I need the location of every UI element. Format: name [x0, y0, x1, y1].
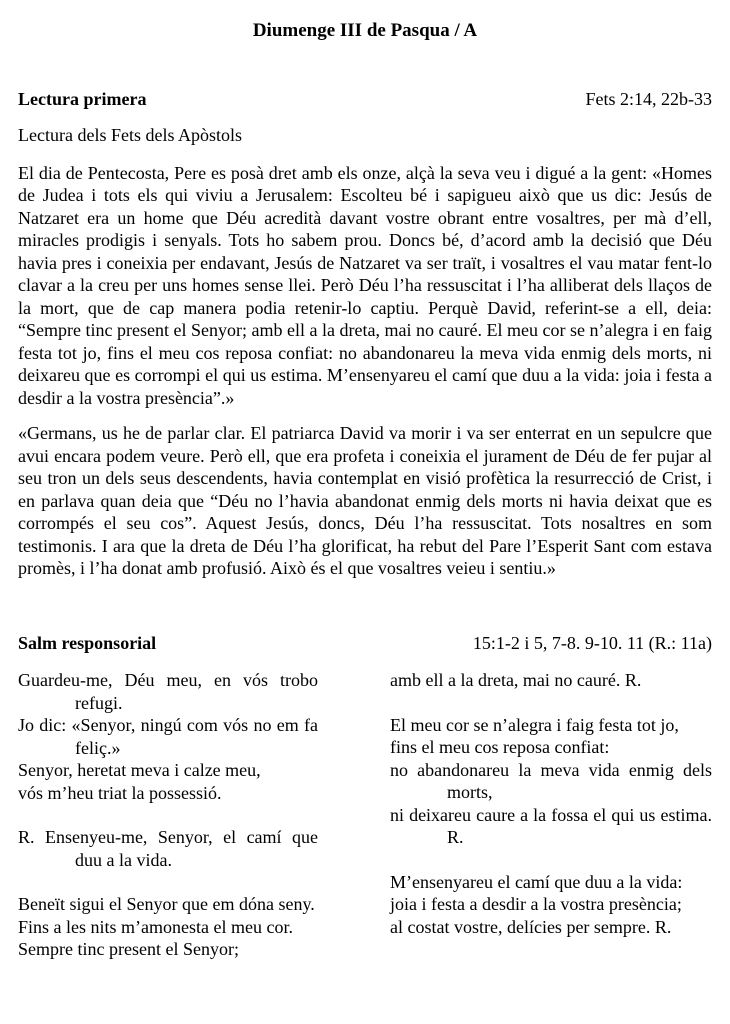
psalm-verse-line: Guardeu-me, Déu meu, en vós trobo refugi.: [18, 670, 318, 713]
first-reading-reference: Fets 2:14, 22b-33: [585, 88, 712, 109]
psalm-stanza: [18, 893, 318, 961]
psalm-verse-line: Sempre tinc present el Senyor;: [18, 939, 239, 959]
psalm-heading-row: [18, 632, 712, 655]
psalm-verse-line: El meu cor se n’alegra i faig festa tot jo,: [390, 714, 679, 735]
psalm-verse-line: Jo dic: «Senyor, ningú com vós no em fa feliç.»: [18, 715, 318, 758]
first-reading-source-line: Lectura dels Fets dels Apòstols: [18, 125, 242, 145]
first-reading-heading: Lectura primera: [18, 88, 147, 109]
psalm-verse-line: Beneït sigui el Senyor que em dóna seny.: [18, 894, 315, 914]
psalm-stanza: [18, 669, 318, 804]
psalm-verse-line: joia i festa a desdir a la vostra presència;: [390, 894, 682, 914]
psalm-verse-line: vós m’heu triat la possessió.: [18, 782, 222, 803]
psalm-section: [18, 632, 712, 961]
psalm-left-column: [18, 669, 318, 961]
page-title: Diumenge III de Pasqua / A: [252, 20, 478, 41]
psalm-heading: Salm responsorial: [18, 632, 157, 653]
psalm-verse-line: no abandonareu la meva vida enmig dels morts,: [390, 759, 712, 802]
reading-paragraph-1: El dia de Pentecosta, Pere es posà dret amb els onze, alçà la seva veu i digué a la gent: «Homes de Judea i tots els qui viviu a Jerusalem: Escolteu bé i sapigueu això que us dic: Jesús de Natzaret era un home que Déu acredità davant vostre obrant entre vosaltres, per mà d’ell, miracles prodigis i senyals. Tots ho sabem prou. Doncs bé, d’acord amb la decisió que Déu havia pres i coneixia per endavant, Jesús de Natzaret va ser traït, i vosaltres el vau matar fent-lo clavar a la creu per uns homes sense llei. Però Déu l’ha ressuscitat i l’ha alliberat dels llaços de la mort, que de cap manera podia retenir-lo captiu. Perquè David, referint-se a ell, deia: “Sempre tinc present el Senyor; amb ell a la dreta, mai no cauré. El meu cor se n’alegra i en faig festa tot jo, fins el meu cos reposa confiat: no abandonareu la meva vida enmig dels morts, ni deixareu que es corrompi el qui us estima. M’ensenyareu el camí que duu a la vida: joia i festa a desdir a la vostra presència”.»: [18, 162, 712, 408]
psalm-stanza: [390, 669, 712, 692]
psalm-verse-line: fins el meu cos reposa confiat:: [390, 737, 610, 757]
reading-paragraph-2: «Germans, us he de parlar clar. El patriarca David va morir i va ser enterrat en un sepulcre que avui encara podem veure. Però ell, que era profeta i coneixia el jurament de Déu de fer pujar al seu tron un dels seus descendents, havia contemplat en visió profètica la resurrecció de Crist, i en parlava quan deia que “Déu no l’havia abandonat enmig dels morts ni havia deixat que es corrompés el seu cos”. Aquest Jesús, doncs, Déu l’ha ressuscitat. Tots nosaltres en som testimonis. I ara que la dreta de Déu l’ha glorificat, ha rebut del Pare l’Esperit Sant com estava promès, i l’ha donat amb profusió. Això és el que vosaltres veieu i sentiu.»: [18, 423, 712, 578]
psalm-stanza: [390, 871, 712, 939]
first-reading-section: [18, 88, 712, 580]
psalm-verse-line: M’ensenyareu el camí que duu a la vida:: [390, 871, 683, 892]
psalm-verse-line: al costat vostre, delícies per sempre. R.: [390, 916, 672, 937]
psalm-verse-line: Senyor, heretat meva i calze meu,: [18, 760, 261, 780]
psalm-right-column: [390, 669, 712, 961]
psalm-verse-line: R. Ensenyeu-me, Senyor, el camí que duu a la vida.: [18, 827, 318, 870]
psalm-verse-line: amb ell a la dreta, mai no cauré. R.: [390, 670, 642, 690]
psalm-verse-line: Fins a les nits m’amonesta el meu cor.: [18, 916, 293, 937]
psalm-columns: [18, 669, 712, 961]
first-reading-heading-row: [18, 88, 712, 111]
psalm-stanza: [18, 826, 318, 871]
psalm-stanza: [390, 714, 712, 849]
psalm-reference: 15:1-2 i 5, 7-8. 9-10. 11 (R.: 11a): [472, 632, 712, 653]
psalm-verse-line: ni deixareu caure a la fossa el qui us estima. R.: [390, 804, 712, 847]
